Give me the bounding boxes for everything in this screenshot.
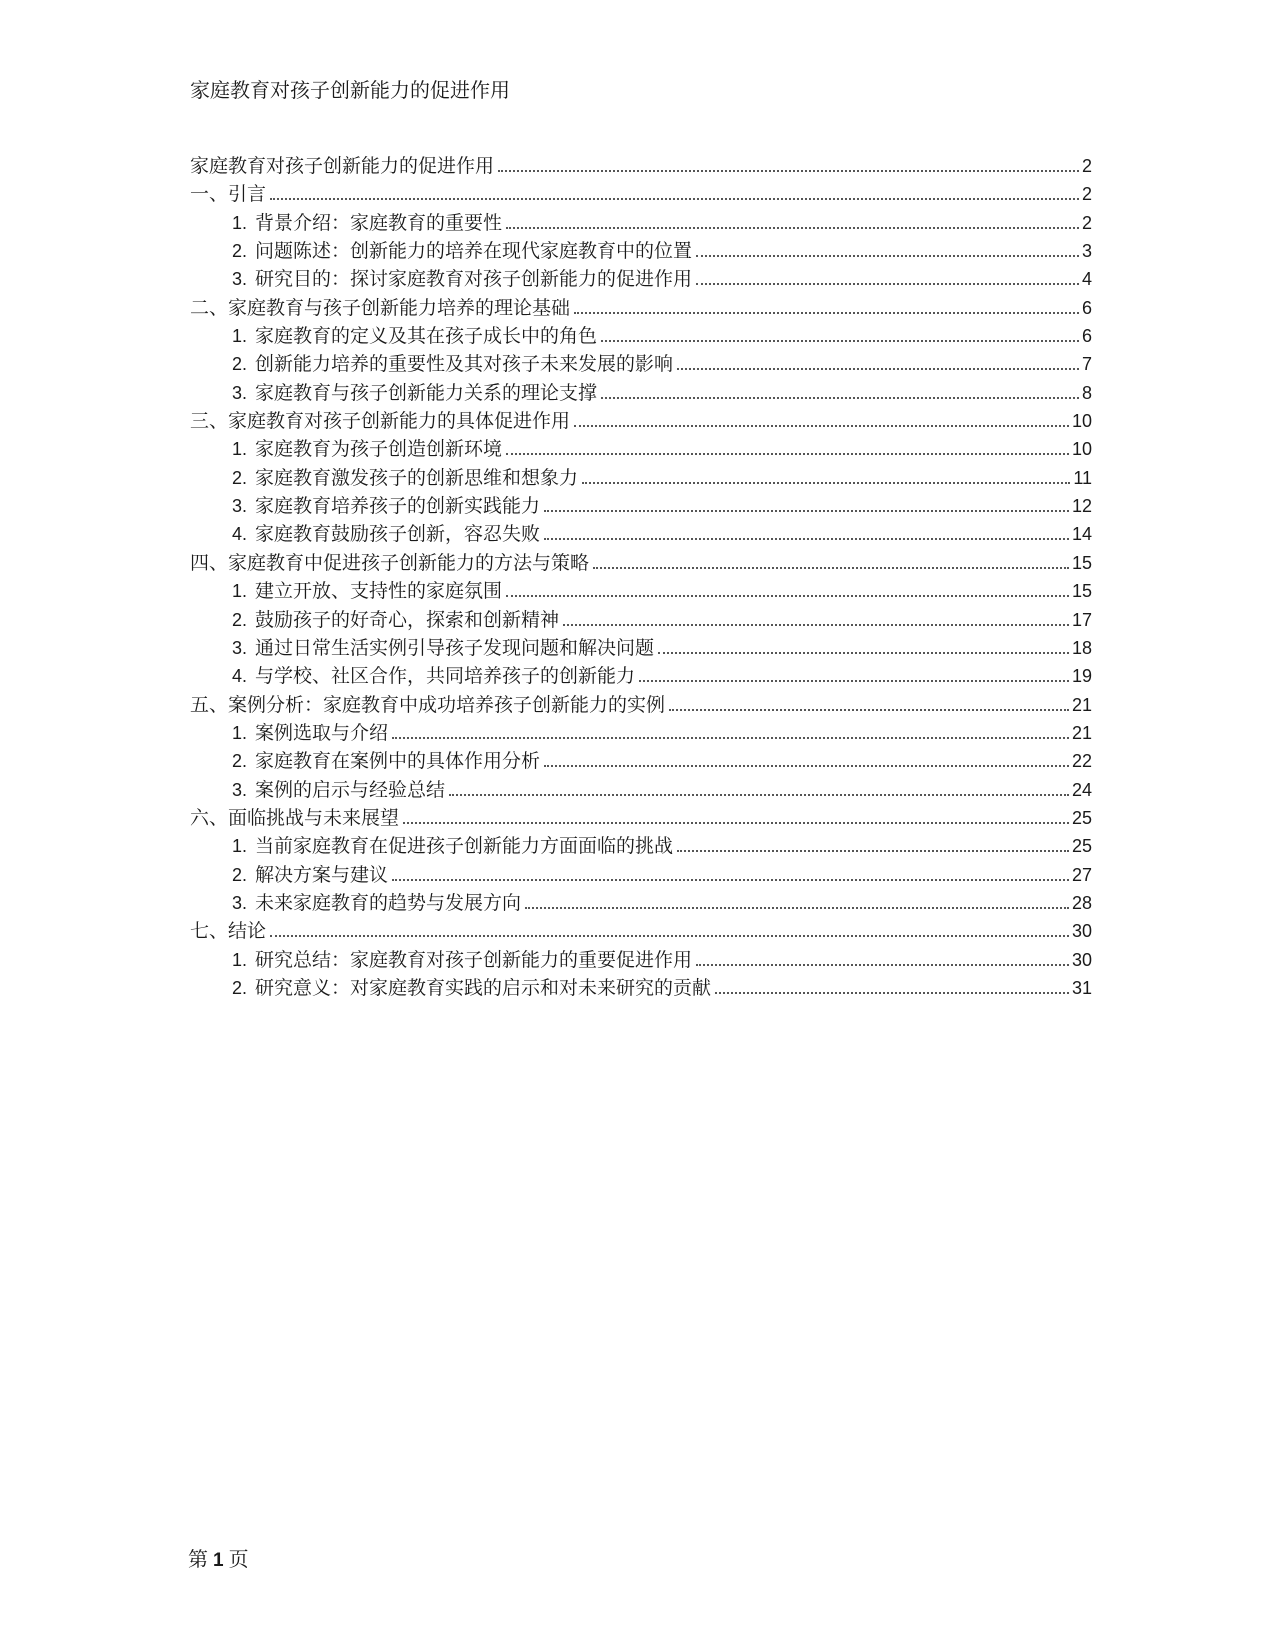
toc-dot-leader: [696, 964, 1069, 966]
toc-entry-page-number: 10: [1071, 411, 1092, 432]
toc-entry-title: 建立开放、支持性的家庭氛围: [255, 580, 503, 603]
toc-entry-number: 3.: [232, 637, 248, 658]
footer-prefix: 第: [188, 1547, 208, 1571]
toc-dot-leader: [696, 283, 1079, 285]
toc-entry-section[interactable]: [190, 209, 1092, 237]
toc-entry-page-number: 2: [1081, 212, 1092, 233]
toc-entry-title: 研究总结：家庭教育对孩子创新能力的重要促进作用: [255, 948, 693, 971]
toc-entry-title: 一、引言: [190, 183, 267, 206]
toc-entry-title: 背景介绍：家庭教育的重要性: [255, 211, 503, 234]
toc-entry-section[interactable]: [190, 662, 1092, 690]
toc-entry-page-number: 19: [1071, 666, 1092, 687]
toc-dot-leader: [677, 850, 1069, 852]
toc-dot-leader: [574, 312, 1079, 314]
toc-entry-number: 3.: [232, 892, 248, 913]
toc-entry-section[interactable]: [190, 322, 1092, 350]
toc-entry-title: 七、结论: [190, 920, 267, 943]
toc-entry-section[interactable]: [190, 832, 1092, 860]
toc-dot-leader: [677, 368, 1079, 370]
toc-entry-page-number: 24: [1071, 779, 1092, 800]
toc-entry-number: 1.: [232, 439, 248, 460]
toc-entry-title: 解决方案与建议: [255, 863, 389, 886]
toc-dot-leader: [270, 935, 1069, 937]
toc-entry-page-number: 6: [1081, 297, 1092, 318]
toc-entry-title: 研究意义：对家庭教育实践的启示和对未来研究的贡献: [255, 976, 712, 999]
toc-entry-number: 2.: [232, 751, 248, 772]
toc-entry-page-number: 8: [1081, 382, 1092, 403]
toc-entry-page-number: 15: [1071, 552, 1092, 573]
toc-entry-page-number: 31: [1071, 977, 1092, 998]
toc-entry-title: 与学校、社区合作，共同培养孩子的创新能力: [255, 665, 636, 688]
toc-entry-page-number: 4: [1081, 269, 1092, 290]
toc-entry-title: 鼓励孩子的好奇心，探索和创新精神: [255, 608, 560, 631]
toc-entry-number: 2.: [232, 467, 248, 488]
toc-dot-leader: [563, 624, 1069, 626]
toc-entry-page-number: 25: [1071, 836, 1092, 857]
toc-entry-section[interactable]: [190, 776, 1092, 804]
toc-dot-leader: [593, 567, 1069, 569]
toc-entry-title: 家庭教育培养孩子的创新实践能力: [255, 495, 541, 518]
toc-dot-leader: [715, 992, 1069, 994]
toc-entry-title: 案例选取与介绍: [255, 721, 389, 744]
toc-entry-section[interactable]: [190, 974, 1092, 1002]
toc-entry-page-number: 6: [1081, 326, 1092, 347]
toc-entry-title: 五、案例分析：家庭教育中成功培养孩子创新能力的实例: [190, 693, 666, 716]
toc-dot-leader: [544, 538, 1069, 540]
toc-dot-leader: [449, 794, 1069, 796]
toc-entry-number: 4.: [232, 666, 248, 687]
toc-entry-number: 1.: [232, 212, 248, 233]
toc-entry-title: 二、家庭教育与孩子创新能力培养的理论基础: [190, 296, 571, 319]
toc-entry-number: 2.: [232, 609, 248, 630]
toc-entry-title: 问题陈述：创新能力的培养在现代家庭教育中的位置: [255, 240, 693, 263]
toc-entry-page-number: 15: [1071, 581, 1092, 602]
page-header-title: 家庭教育对孩子创新能力的促进作用: [190, 78, 510, 102]
toc-dot-leader: [506, 595, 1069, 597]
toc-entry-number: 2.: [232, 354, 248, 375]
toc-entry-number: 3.: [232, 779, 248, 800]
toc-entry-page-number: 27: [1071, 864, 1092, 885]
table-of-contents: [190, 152, 1092, 1002]
toc-entry-number: 3.: [232, 496, 248, 517]
toc-entry-title: 家庭教育的定义及其在孩子成长中的角色: [255, 325, 598, 348]
toc-entry-title: 家庭教育鼓励孩子创新，容忍失败: [255, 523, 541, 546]
toc-entry-page-number: 11: [1073, 467, 1092, 488]
toc-entry-number: 3.: [232, 382, 248, 403]
toc-entry-section[interactable]: [190, 435, 1092, 463]
toc-entry-number: 1.: [232, 949, 248, 970]
toc-dot-leader: [403, 822, 1069, 824]
toc-entry-number: 1.: [232, 836, 248, 857]
toc-dot-leader: [544, 510, 1069, 512]
toc-dot-leader: [601, 340, 1079, 342]
toc-entry-chapter[interactable]: [190, 407, 1092, 435]
toc-entry-title: 三、家庭教育对孩子创新能力的具体促进作用: [190, 410, 571, 433]
toc-entry-number: 1.: [232, 581, 248, 602]
toc-dot-leader: [392, 737, 1069, 739]
toc-entry-title: 家庭教育与孩子创新能力关系的理论支撑: [255, 381, 598, 404]
toc-entry-page-number: 25: [1071, 807, 1092, 828]
toc-dot-leader: [392, 879, 1069, 881]
toc-entry-title: 研究目的：探讨家庭教育对孩子创新能力的促进作用: [255, 268, 693, 291]
toc-dot-leader: [544, 765, 1069, 767]
toc-entry-page-number: 3: [1081, 241, 1092, 262]
toc-entry-chapter[interactable]: [190, 549, 1092, 577]
toc-dot-leader: [506, 453, 1069, 455]
toc-entry-number: 1.: [232, 722, 248, 743]
toc-entry-title: 六、面临挑战与未来展望: [190, 806, 400, 829]
toc-entry-page-number: 2: [1081, 156, 1092, 176]
toc-entry-title: 家庭教育在案例中的具体作用分析: [255, 750, 541, 773]
page-footer: [188, 1545, 249, 1575]
toc-entry-page-number: 18: [1071, 637, 1092, 658]
toc-entry-section[interactable]: [190, 350, 1092, 378]
toc-entry-number: 4.: [232, 524, 248, 545]
toc-entry-section[interactable]: [190, 577, 1092, 605]
toc-entry-number: 2.: [232, 864, 248, 885]
footer-suffix: 页: [228, 1547, 249, 1571]
toc-entry-section[interactable]: [190, 520, 1092, 548]
toc-dot-leader: [639, 680, 1069, 682]
toc-entry-page-number: 10: [1071, 439, 1092, 460]
toc-entry-section[interactable]: [190, 237, 1092, 265]
toc-dot-leader: [525, 907, 1069, 909]
toc-entry-page-number: 22: [1071, 751, 1092, 772]
toc-entry-title: 家庭教育对孩子创新能力的促进作用: [190, 155, 495, 177]
toc-entry-title: 案例的启示与经验总结: [255, 778, 446, 801]
toc-entry-page-number: 28: [1071, 892, 1092, 913]
toc-entry-number: 3.: [232, 269, 248, 290]
toc-entry-title: 四、家庭教育中促进孩子创新能力的方法与策略: [190, 551, 590, 574]
toc-entry-section[interactable]: [190, 946, 1092, 974]
toc-entry-page-number: 30: [1071, 921, 1092, 942]
toc-entry-section[interactable]: [190, 889, 1092, 917]
toc-entry-title: 创新能力培养的重要性及其对孩子未来发展的影响: [255, 353, 674, 376]
toc-entry-chapter[interactable]: [190, 804, 1092, 832]
toc-entry-section[interactable]: [190, 634, 1092, 662]
toc-entry-chapter[interactable]: [190, 180, 1092, 208]
toc-entry-section[interactable]: [190, 492, 1092, 520]
toc-entry-section[interactable]: [190, 265, 1092, 293]
toc-dot-leader: [601, 397, 1079, 399]
toc-entry-page-number: 7: [1081, 354, 1092, 375]
footer-page-number: 1: [213, 1550, 224, 1571]
toc-dot-leader: [582, 482, 1070, 484]
toc-dot-leader: [506, 227, 1079, 229]
toc-entry-page-number: 14: [1071, 524, 1092, 545]
toc-entry-number: 2.: [232, 241, 248, 262]
toc-entry-title: 通过日常生活实例引导孩子发现问题和解决问题: [255, 636, 655, 659]
toc-dot-leader: [270, 198, 1079, 200]
toc-entry-page-number: 2: [1081, 184, 1092, 205]
toc-dot-leader: [669, 709, 1069, 711]
toc-entry-section[interactable]: [190, 464, 1092, 492]
toc-entry-page-number: 12: [1071, 496, 1092, 517]
toc-entry-section[interactable]: [190, 747, 1092, 775]
toc-dot-leader: [574, 425, 1069, 427]
toc-entry-section[interactable]: [190, 719, 1092, 747]
toc-dot-leader: [658, 652, 1069, 654]
toc-entry-section[interactable]: [190, 861, 1092, 889]
toc-entry-chapter[interactable]: [190, 152, 1092, 180]
toc-entry-title: 未来家庭教育的趋势与发展方向: [255, 891, 522, 914]
toc-dot-leader: [498, 170, 1079, 172]
toc-dot-leader: [696, 255, 1079, 257]
toc-entry-chapter[interactable]: [190, 917, 1092, 945]
toc-entry-chapter[interactable]: [190, 691, 1092, 719]
toc-entry-title: 家庭教育激发孩子的创新思维和想象力: [255, 466, 579, 489]
toc-entry-number: 1.: [232, 326, 248, 347]
toc-entry-page-number: 21: [1071, 722, 1092, 743]
toc-entry-page-number: 17: [1071, 609, 1092, 630]
toc-entry-title: 当前家庭教育在促进孩子创新能力方面面临的挑战: [255, 835, 674, 858]
toc-entry-title: 家庭教育为孩子创造创新环境: [255, 438, 503, 461]
toc-entry-page-number: 21: [1071, 694, 1092, 715]
toc-entry-chapter[interactable]: [190, 294, 1092, 322]
toc-entry-section[interactable]: [190, 606, 1092, 634]
toc-entry-number: 2.: [232, 977, 248, 998]
toc-entry-page-number: 30: [1071, 949, 1092, 970]
toc-entry-section[interactable]: [190, 379, 1092, 407]
